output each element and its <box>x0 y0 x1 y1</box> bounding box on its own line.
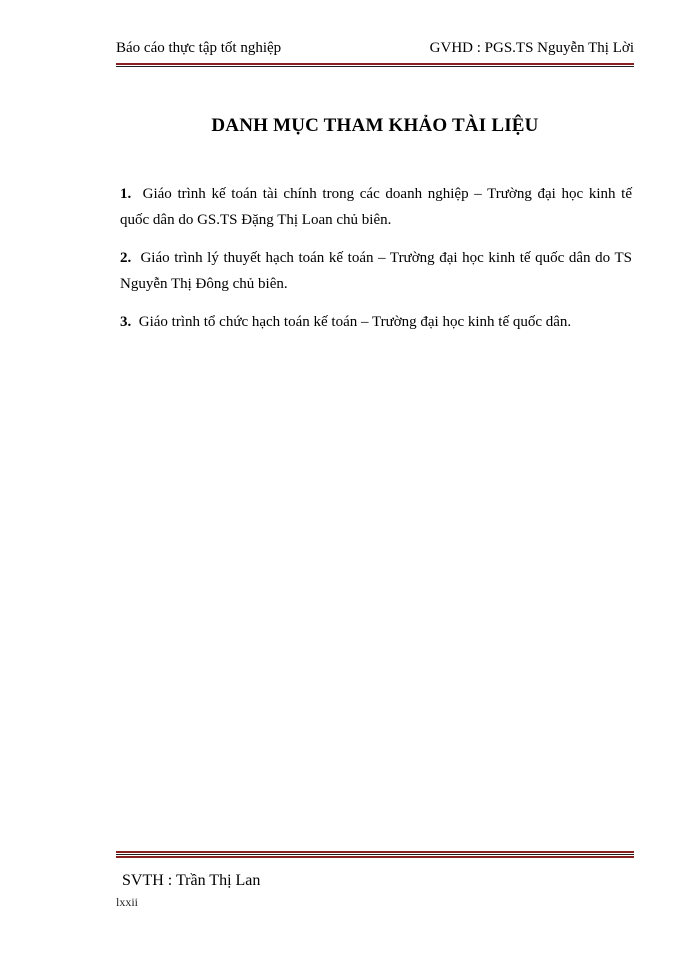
header-advisor: GVHD : PGS.TS Nguyễn Thị Lời <box>429 40 634 56</box>
reference-list <box>120 181 632 347</box>
page-title: DANH MỤC THAM KHẢO TÀI LIỆU <box>211 115 539 136</box>
reference-text: Giáo trình kế toán tài chính trong các doanh nghiệp – Trường đại học kinh tế quốc dân do GS.TS Đặng Thị Loan chủ biên. <box>120 186 633 228</box>
reference-item <box>120 309 632 335</box>
page-number: lxxii <box>116 895 139 909</box>
reference-text: Giáo trình lý thuyết hạch toán kế toán – Trường đại học kinh tế quốc dân do TS Nguyễn Thị Đông chủ biên. <box>120 250 633 292</box>
header-report-title: Báo cáo thực tập tốt nghiệp <box>116 40 282 56</box>
reference-item <box>120 245 632 297</box>
reference-item <box>120 181 632 233</box>
header-rule <box>116 63 634 67</box>
page-header <box>116 40 634 57</box>
footer-student: SVTH : Trần Thị Lan <box>122 872 261 889</box>
reference-number: 3. <box>120 314 132 330</box>
reference-number: 1. <box>120 186 132 202</box>
footer-rule <box>116 851 634 858</box>
reference-number: 2. <box>120 250 132 266</box>
reference-text: Giáo trình tổ chức hạch toán kế toán – Trường đại học kinh tế quốc dân. <box>138 314 572 330</box>
